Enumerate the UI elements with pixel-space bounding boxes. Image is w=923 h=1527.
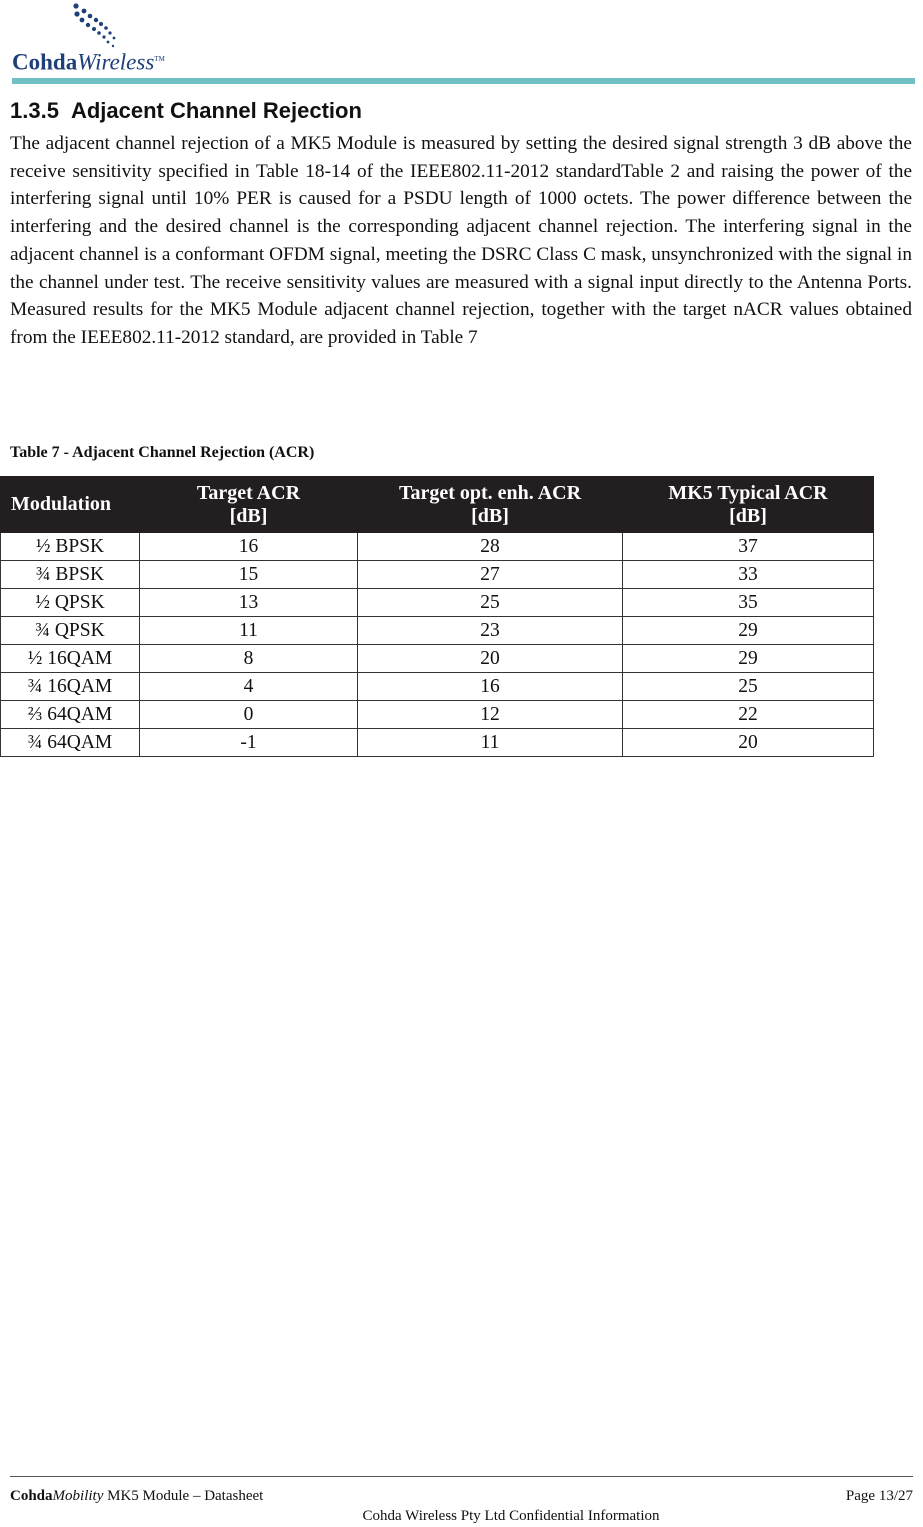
table-row xyxy=(1,645,874,673)
column-header-line: MK5 Typical ACR xyxy=(668,481,828,504)
cell-target-opt-enh-acr: 27 xyxy=(358,561,623,589)
logo-brand-bold: Cohda xyxy=(12,49,78,75)
cell-target-acr: 4 xyxy=(140,673,358,701)
table-row xyxy=(1,729,874,757)
footer-divider xyxy=(10,1476,913,1477)
cell-target-acr: 15 xyxy=(140,561,358,589)
column-header-modulation xyxy=(1,477,140,533)
column-header-line: Target opt. enh. ACR xyxy=(398,481,582,504)
cell-mk5-typical-acr: 29 xyxy=(623,645,874,673)
table-row xyxy=(1,589,874,617)
cell-target-opt-enh-acr: 20 xyxy=(358,645,623,673)
footer-brand-bold: Cohda xyxy=(10,1488,53,1504)
cell-modulation: ½ 16QAM xyxy=(1,645,140,673)
logo-trademark: TM xyxy=(154,55,165,63)
cell-target-opt-enh-acr: 11 xyxy=(358,729,623,757)
cell-modulation: ¾ QPSK xyxy=(1,617,140,645)
table-row xyxy=(1,673,874,701)
cell-target-opt-enh-acr: 25 xyxy=(358,589,623,617)
cell-mk5-typical-acr: 33 xyxy=(623,561,874,589)
company-logo xyxy=(10,0,190,75)
header-divider xyxy=(12,78,915,84)
cell-target-opt-enh-acr: 28 xyxy=(358,533,623,561)
section-number: 1.3.5 xyxy=(10,98,59,123)
table-header-row xyxy=(1,477,874,533)
column-header-mk5-typical-acr xyxy=(623,477,874,533)
section-title: Adjacent Channel Rejection xyxy=(70,98,362,123)
column-header-line: Target ACR xyxy=(196,481,301,504)
table-row xyxy=(1,533,874,561)
cell-target-opt-enh-acr: 16 xyxy=(358,673,623,701)
body-paragraph: The adjacent channel rejection of a MK5 Module is measured by setting the desired signal strength 3 dB above the receive sensitivity specified in Table 18-14 of the IEEE802.11-2012 standardTable 2 and raising the power of the interfering signal until 10% PER is caused for a PSDU length of 1000 octets. The power difference between the interfering and the desired channel is the corresponding adjacent channel rejection. The interfering signal in the adjacent channel is a conformant OFDM signal, meeting the DSRC Class C mask, unsynchronized with the signal in the channel under test. The receive sensitivity values are measured with a signal input directly to the Antenna Ports. Measured results for the MK5 Module adjacent channel rejection, together with the target nACR values obtained from the IEEE802.11-2012 standard, are provided in Table 7 xyxy=(10,133,912,348)
column-header-line: Modulation xyxy=(11,493,112,515)
cell-modulation: ⅔ 64QAM xyxy=(1,701,140,729)
cell-mk5-typical-acr: 35 xyxy=(623,589,874,617)
cell-modulation: ½ BPSK xyxy=(1,533,140,561)
logo-wordmark xyxy=(12,46,165,76)
table-row xyxy=(1,561,874,589)
cell-modulation: ½ QPSK xyxy=(1,589,140,617)
table-caption: Table 7 - Adjacent Channel Rejection (ACR) xyxy=(10,444,315,461)
logo-dots-icon xyxy=(68,0,128,48)
cell-mk5-typical-acr: 25 xyxy=(623,673,874,701)
cell-mk5-typical-acr: 37 xyxy=(623,533,874,561)
cell-target-acr: 0 xyxy=(140,701,358,729)
footer-confidential-notice: Cohda Wireless Pty Ltd Confidential Information xyxy=(362,1508,660,1524)
column-header-unit: [dB] xyxy=(229,504,268,527)
footer-doc-title: MK5 Module – Datasheet xyxy=(103,1488,264,1504)
cell-target-opt-enh-acr: 23 xyxy=(358,617,623,645)
column-header-unit: [dB] xyxy=(471,504,509,527)
footer-page-number: Page 13/27 xyxy=(845,1488,913,1504)
logo-brand-italic: Wireless xyxy=(77,49,155,75)
cell-target-acr: 13 xyxy=(140,589,358,617)
column-header-target-acr xyxy=(140,477,358,533)
section-heading xyxy=(10,98,362,124)
cell-target-acr: 8 xyxy=(140,645,358,673)
cell-target-acr: -1 xyxy=(140,729,358,757)
column-header-unit: [dB] xyxy=(729,504,767,527)
cell-modulation: ¾ 16QAM xyxy=(1,673,140,701)
cell-mk5-typical-acr: 22 xyxy=(623,701,874,729)
cell-target-opt-enh-acr: 12 xyxy=(358,701,623,729)
table-row xyxy=(1,701,874,729)
cell-modulation: ¾ BPSK xyxy=(1,561,140,589)
cell-modulation: ¾ 64QAM xyxy=(1,729,140,757)
cell-mk5-typical-acr: 20 xyxy=(623,729,874,757)
table-row xyxy=(1,617,874,645)
column-header-target-opt-enh-acr xyxy=(358,477,623,533)
cell-mk5-typical-acr: 29 xyxy=(623,617,874,645)
footer-brand-italic: Mobility xyxy=(52,1488,104,1504)
cell-target-acr: 16 xyxy=(140,533,358,561)
footer-document-title xyxy=(10,1487,263,1505)
acr-table xyxy=(0,476,874,757)
cell-target-acr: 11 xyxy=(140,617,358,645)
